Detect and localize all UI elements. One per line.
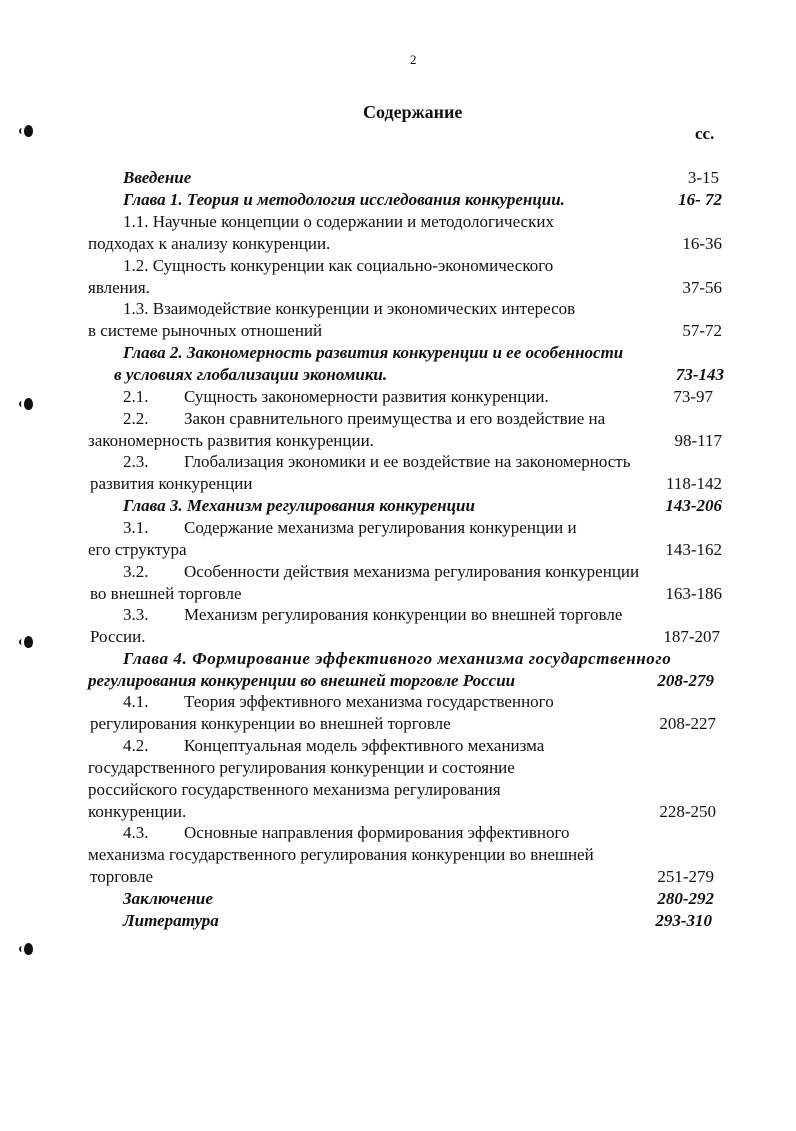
toc-s11-pages: 16-36: [682, 234, 722, 253]
toc-conclusion-label: Заключение: [123, 889, 213, 908]
toc-s41-pages: 208-227: [659, 714, 716, 733]
toc-s33-line2: России.: [90, 627, 146, 646]
toc-s22-pages: 98-117: [674, 431, 722, 450]
toc-conclusion-pages: 280-292: [657, 889, 714, 908]
toc-s41-line1: Теория эффективного механизма государственного: [184, 692, 554, 711]
toc-s11-line1: 1.1. Научные концепции о содержании и методологических: [123, 212, 554, 231]
toc-s13-line2: в системе рыночных отношений: [88, 321, 323, 340]
toc-ch1-label: Глава 1. Теория и методология исследования конкуренции.: [123, 190, 565, 209]
toc-ch4-line2: регулирования конкуренции во внешней торговле России: [88, 671, 516, 690]
toc-literature-pages: 293-310: [655, 911, 712, 930]
toc-ch4-pages: 208-279: [657, 671, 714, 690]
toc-s43-line2: механизма государственного регулирования конкуренции во внешней: [88, 845, 594, 864]
toc-s42-line4: конкуренции.: [88, 802, 187, 821]
toc-s32-pages: 163-186: [665, 584, 722, 603]
toc-s42-line2: государственного регулирования конкуренции и состояние: [88, 758, 515, 777]
toc-ch2-line2: в условиях глобализации экономики.: [114, 365, 388, 384]
toc-s13-line1: 1.3. Взаимодействие конкуренции и экономических интересов: [123, 299, 576, 318]
toc-s33-line1: Механизм регулирования конкуренции во внешней торговле: [184, 605, 623, 624]
toc-s21-line1: Сущность закономерности развития конкуренции.: [184, 387, 549, 406]
toc-s42-line3: российского государственного механизма регулирования: [88, 780, 501, 799]
toc-s21-pages: 73-97: [673, 387, 713, 406]
toc-ch3-label: Глава 3. Механизм регулирования конкуренции: [123, 496, 475, 515]
page-number: 2: [410, 52, 417, 67]
toc-s42-pages: 228-250: [659, 802, 716, 821]
toc-s43-num: 4.3.: [123, 823, 149, 842]
toc-s23-line1: Глобализация экономики и ее воздействие на закономерность: [184, 452, 631, 471]
toc-ch2-pages: 73-143: [675, 365, 724, 384]
toc-s33-num: 3.3.: [123, 605, 149, 624]
toc-s22-line1: Закон сравнительного преимущества и его воздействие на: [184, 409, 606, 428]
toc-s32-line2: во внешней торговле: [90, 584, 242, 603]
toc-s31-line1: Содержание механизма регулирования конкуренции и: [184, 518, 577, 537]
toc-ch4-line1: Глава 4. Формирование эффективного механизма государственного: [123, 649, 672, 668]
toc-s43-line1: Основные направления формирования эффективного: [184, 823, 570, 842]
toc-s32-line1: Особенности действия механизма регулирования конкуренции: [184, 562, 640, 581]
toc-s31-line2: его структура: [88, 540, 187, 559]
binding-mark-icon: [24, 125, 33, 137]
toc-s41-line2: регулирования конкуренции во внешней торговле: [90, 714, 451, 733]
toc-s11-line2: подходах к анализу конкуренции.: [88, 234, 331, 253]
toc-s22-num: 2.2.: [123, 409, 149, 428]
toc-s23-line2: развития конкуренции: [90, 474, 253, 493]
toc-s12-pages: 37-56: [682, 278, 722, 297]
toc-s21-num: 2.1.: [123, 387, 149, 406]
toc-s42-num: 4.2.: [123, 736, 149, 755]
pages-header: сс.: [695, 124, 715, 143]
binding-mark-icon: [24, 398, 33, 410]
toc-literature-label: Литература: [123, 911, 219, 930]
toc-intro-label: Введение: [123, 168, 192, 187]
toc-s12-line2: явления.: [88, 278, 150, 297]
binding-mark-icon: [24, 636, 33, 648]
toc-s13-pages: 57-72: [682, 321, 722, 340]
toc-s31-pages: 143-162: [665, 540, 722, 559]
toc-intro-pages: 3-15: [687, 168, 719, 187]
toc-s32-num: 3.2.: [123, 562, 149, 581]
toc-ch1-pages: 16- 72: [678, 190, 722, 209]
toc-s31-num: 3.1.: [123, 518, 149, 537]
toc-ch2-line1: Глава 2. Закономерность развития конкуренции и ее особенности: [123, 343, 624, 362]
toc-ch3-pages: 143-206: [665, 496, 722, 515]
toc-s41-num: 4.1.: [123, 692, 149, 711]
toc-s23-pages: 118-142: [665, 474, 722, 493]
binding-mark-icon: [24, 943, 33, 955]
toc-s43-line3: торговле: [90, 867, 154, 886]
toc-s12-line1: 1.2. Сущность конкуренции как социально-экономического: [123, 256, 554, 275]
toc-s42-line1: Концептуальная модель эффективного механизма: [184, 736, 545, 755]
toc-s43-pages: 251-279: [657, 867, 714, 886]
toc-s23-num: 2.3.: [123, 452, 149, 471]
toc-s33-pages: 187-207: [663, 627, 720, 646]
page-title: Содержание: [363, 102, 463, 122]
toc-s22-line2: закономерность развития конкуренции.: [88, 431, 374, 450]
